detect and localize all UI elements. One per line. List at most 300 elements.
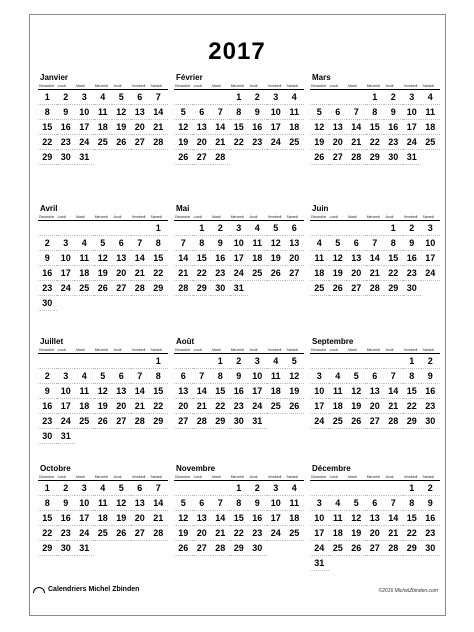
day-cell: 2 — [211, 221, 230, 236]
empty-day-cell — [347, 481, 366, 496]
day-cell: 2 — [57, 481, 76, 496]
weekday-header — [38, 214, 168, 220]
weekday-label: Dimanche — [311, 475, 327, 479]
day-cell: 25 — [94, 526, 113, 541]
day-cell: 28 — [131, 281, 150, 296]
day-cell: 13 — [112, 251, 131, 266]
day-cell: 27 — [112, 414, 131, 429]
day-cell: 23 — [57, 526, 76, 541]
weekday-label: Mardi — [76, 84, 85, 88]
month-name: Novembre — [176, 464, 216, 473]
day-cell: 17 — [403, 120, 422, 135]
weekday-label: Mercredi — [94, 215, 108, 219]
day-cell: 13 — [347, 251, 366, 266]
day-cell: 1 — [211, 354, 230, 369]
weekday-label: Dimanche — [39, 215, 55, 219]
day-cell: 15 — [403, 384, 422, 399]
day-cell: 14 — [174, 251, 193, 266]
empty-day-cell — [310, 481, 329, 496]
day-cell: 28 — [384, 541, 403, 556]
day-cell: 17 — [310, 399, 329, 414]
day-cell: 4 — [329, 369, 348, 384]
day-cell: 11 — [285, 105, 304, 120]
day-cell: 29 — [149, 414, 168, 429]
day-cell: 15 — [403, 511, 422, 526]
empty-day-cell — [193, 90, 212, 105]
day-cell: 19 — [174, 526, 193, 541]
day-cell: 11 — [421, 105, 440, 120]
empty-day-cell — [384, 354, 403, 369]
day-cell: 28 — [193, 414, 212, 429]
day-cell: 6 — [366, 369, 385, 384]
day-cell: 11 — [75, 251, 94, 266]
day-cell: 22 — [149, 399, 168, 414]
day-cell: 30 — [38, 429, 57, 444]
month-block — [310, 336, 440, 429]
day-cell: 9 — [211, 236, 230, 251]
day-cell: 17 — [75, 120, 94, 135]
day-cell: 2 — [421, 481, 440, 496]
day-cell: 15 — [149, 384, 168, 399]
day-cell: 11 — [94, 105, 113, 120]
weekday-label: Lundi — [57, 215, 66, 219]
day-cell: 1 — [403, 354, 422, 369]
day-cell: 9 — [384, 105, 403, 120]
weekday-label: Mardi — [348, 215, 357, 219]
day-cell: 3 — [230, 221, 249, 236]
day-cell: 15 — [384, 251, 403, 266]
day-cell: 21 — [131, 266, 150, 281]
day-cell: 20 — [131, 511, 150, 526]
empty-day-cell — [366, 354, 385, 369]
weekday-label: Samedi — [286, 215, 298, 219]
day-cell: 1 — [230, 90, 249, 105]
month-block — [38, 336, 168, 444]
day-cell: 29 — [384, 281, 403, 296]
day-cell: 3 — [75, 481, 94, 496]
day-cell: 3 — [310, 369, 329, 384]
day-cell: 22 — [193, 266, 212, 281]
day-cell: 3 — [267, 481, 286, 496]
weekday-label: Vendredi — [267, 215, 282, 219]
day-cell: 24 — [403, 135, 422, 150]
day-cell: 31 — [403, 150, 422, 165]
weekday-label: Mercredi — [230, 475, 244, 479]
day-cell: 3 — [267, 90, 286, 105]
day-cell: 17 — [57, 399, 76, 414]
day-cell: 14 — [131, 251, 150, 266]
day-cell: 15 — [211, 384, 230, 399]
day-cell: 26 — [329, 281, 348, 296]
day-cell: 3 — [403, 90, 422, 105]
day-cell: 20 — [347, 266, 366, 281]
day-cell: 14 — [193, 384, 212, 399]
day-cell: 30 — [57, 150, 76, 165]
day-cell: 16 — [248, 120, 267, 135]
day-cell: 25 — [329, 414, 348, 429]
weekday-label: Mardi — [348, 348, 357, 352]
day-cell: 19 — [329, 266, 348, 281]
day-cell: 19 — [347, 399, 366, 414]
day-cell: 30 — [403, 281, 422, 296]
day-cell: 17 — [267, 511, 286, 526]
day-cell: 23 — [38, 414, 57, 429]
day-cell: 15 — [149, 251, 168, 266]
day-cell: 26 — [347, 541, 366, 556]
day-cell: 21 — [384, 399, 403, 414]
day-cell: 22 — [38, 526, 57, 541]
day-cell: 30 — [248, 541, 267, 556]
day-cell: 6 — [329, 105, 348, 120]
weekday-label: Mercredi — [94, 348, 108, 352]
empty-day-cell — [347, 221, 366, 236]
day-cell: 21 — [174, 266, 193, 281]
day-cell: 13 — [193, 511, 212, 526]
weekday-label: Mercredi — [366, 215, 380, 219]
day-cell: 23 — [403, 266, 422, 281]
weekday-label: Jeudi — [113, 215, 122, 219]
weekday-header — [310, 474, 440, 480]
day-cell: 1 — [193, 221, 212, 236]
day-cell: 29 — [403, 414, 422, 429]
weekday-label: Mercredi — [366, 348, 380, 352]
day-cell: 5 — [112, 481, 131, 496]
day-cell: 23 — [230, 399, 249, 414]
day-cell: 16 — [384, 120, 403, 135]
empty-day-cell — [174, 481, 193, 496]
day-cell: 8 — [149, 236, 168, 251]
weekday-label: Lundi — [193, 348, 202, 352]
day-cell: 13 — [131, 496, 150, 511]
day-cell: 16 — [57, 511, 76, 526]
weekday-header — [310, 347, 440, 353]
day-cell: 10 — [421, 236, 440, 251]
weekday-label: Vendredi — [403, 475, 418, 479]
month-name: Juillet — [40, 337, 64, 346]
day-cell: 4 — [285, 481, 304, 496]
day-cell: 13 — [366, 384, 385, 399]
weekday-label: Mardi — [76, 348, 85, 352]
day-cell: 21 — [149, 120, 168, 135]
day-cell: 30 — [57, 541, 76, 556]
day-cell: 8 — [211, 369, 230, 384]
month-name: Mai — [176, 204, 190, 213]
day-cell: 26 — [174, 150, 193, 165]
day-cell: 16 — [421, 384, 440, 399]
day-cell: 27 — [131, 135, 150, 150]
day-cell: 8 — [193, 236, 212, 251]
day-cell: 27 — [131, 526, 150, 541]
weekday-header — [174, 347, 304, 353]
day-cell: 9 — [57, 105, 76, 120]
empty-day-cell — [310, 354, 329, 369]
day-cell: 2 — [38, 236, 57, 251]
day-cell: 14 — [384, 511, 403, 526]
weekday-label: Samedi — [286, 348, 298, 352]
day-cell: 28 — [174, 281, 193, 296]
day-cell: 21 — [149, 511, 168, 526]
month-block — [38, 203, 168, 311]
day-cell: 5 — [285, 354, 304, 369]
day-cell: 25 — [421, 135, 440, 150]
day-cell: 14 — [347, 120, 366, 135]
day-cell: 1 — [38, 481, 57, 496]
weekday-label: Lundi — [193, 475, 202, 479]
day-cell: 16 — [248, 511, 267, 526]
weekday-label: Vendredi — [131, 215, 146, 219]
day-cell: 24 — [75, 526, 94, 541]
day-cell: 24 — [230, 266, 249, 281]
day-grid — [174, 481, 304, 556]
weekday-label: Jeudi — [249, 348, 258, 352]
day-cell: 27 — [347, 281, 366, 296]
day-cell: 5 — [112, 90, 131, 105]
day-cell: 9 — [403, 236, 422, 251]
empty-day-cell — [174, 354, 193, 369]
weekday-label: Lundi — [193, 215, 202, 219]
day-cell: 9 — [421, 496, 440, 511]
day-cell: 12 — [310, 120, 329, 135]
day-cell: 11 — [285, 496, 304, 511]
day-cell: 1 — [38, 90, 57, 105]
month-block — [38, 463, 168, 556]
empty-day-cell — [347, 90, 366, 105]
day-cell: 30 — [421, 541, 440, 556]
day-cell: 22 — [403, 526, 422, 541]
day-cell: 9 — [230, 369, 249, 384]
day-cell: 14 — [131, 384, 150, 399]
day-cell: 23 — [211, 266, 230, 281]
day-cell: 23 — [421, 399, 440, 414]
day-cell: 13 — [131, 105, 150, 120]
day-cell: 22 — [149, 266, 168, 281]
empty-day-cell — [112, 354, 131, 369]
weekday-label: Mardi — [76, 475, 85, 479]
day-cell: 25 — [94, 135, 113, 150]
day-cell: 11 — [248, 236, 267, 251]
weekday-label: Samedi — [150, 475, 162, 479]
day-cell: 26 — [174, 541, 193, 556]
day-cell: 18 — [421, 120, 440, 135]
weekday-label: Jeudi — [385, 475, 394, 479]
day-cell: 16 — [38, 266, 57, 281]
day-cell: 24 — [267, 526, 286, 541]
day-cell: 19 — [94, 266, 113, 281]
weekday-label: Samedi — [150, 215, 162, 219]
weekday-label: Jeudi — [385, 348, 394, 352]
day-cell: 1 — [366, 90, 385, 105]
day-cell: 2 — [248, 90, 267, 105]
day-cell: 20 — [131, 120, 150, 135]
weekday-label: Samedi — [150, 348, 162, 352]
day-cell: 5 — [347, 369, 366, 384]
day-cell: 6 — [193, 105, 212, 120]
day-cell: 11 — [329, 384, 348, 399]
day-cell: 14 — [149, 105, 168, 120]
weekday-label: Vendredi — [403, 348, 418, 352]
day-cell: 23 — [248, 526, 267, 541]
day-cell: 10 — [403, 105, 422, 120]
weekday-header — [38, 474, 168, 480]
empty-day-cell — [174, 221, 193, 236]
day-cell: 17 — [230, 251, 249, 266]
day-cell: 13 — [285, 236, 304, 251]
day-cell: 15 — [38, 511, 57, 526]
weekday-label: Dimanche — [175, 84, 191, 88]
day-cell: 23 — [38, 281, 57, 296]
day-cell: 12 — [174, 120, 193, 135]
day-cell: 4 — [94, 481, 113, 496]
day-cell: 25 — [248, 266, 267, 281]
month-name: Septembre — [312, 337, 354, 346]
day-cell: 25 — [329, 541, 348, 556]
day-cell: 21 — [384, 526, 403, 541]
day-cell: 27 — [366, 414, 385, 429]
weekday-header — [310, 214, 440, 220]
day-cell: 5 — [94, 369, 113, 384]
empty-day-cell — [75, 221, 94, 236]
day-cell: 8 — [38, 105, 57, 120]
day-cell: 26 — [347, 414, 366, 429]
day-cell: 18 — [75, 399, 94, 414]
weekday-label: Mercredi — [230, 84, 244, 88]
month-name: Janvier — [40, 73, 69, 82]
day-cell: 19 — [267, 251, 286, 266]
day-cell: 10 — [230, 236, 249, 251]
day-cell: 7 — [131, 236, 150, 251]
day-cell: 24 — [248, 399, 267, 414]
brand-logo-icon — [33, 587, 45, 593]
day-cell: 7 — [193, 369, 212, 384]
day-grid — [174, 90, 304, 165]
day-cell: 19 — [94, 399, 113, 414]
day-cell: 17 — [421, 251, 440, 266]
day-cell: 7 — [384, 369, 403, 384]
day-cell: 26 — [310, 150, 329, 165]
day-cell: 7 — [174, 236, 193, 251]
weekday-label: Lundi — [329, 84, 338, 88]
day-cell: 14 — [149, 496, 168, 511]
empty-day-cell — [57, 354, 76, 369]
day-cell: 1 — [149, 221, 168, 236]
copyright: ©2016 MichelZbinden.com — [378, 588, 438, 594]
weekday-label: Jeudi — [385, 215, 394, 219]
day-cell: 21 — [211, 526, 230, 541]
day-cell: 20 — [193, 135, 212, 150]
day-cell: 3 — [57, 236, 76, 251]
day-cell: 7 — [384, 496, 403, 511]
day-cell: 27 — [174, 414, 193, 429]
day-cell: 5 — [329, 236, 348, 251]
day-cell: 19 — [347, 526, 366, 541]
day-cell: 5 — [267, 221, 286, 236]
year-title: 2017 — [208, 38, 266, 65]
day-cell: 12 — [347, 384, 366, 399]
day-cell: 24 — [75, 135, 94, 150]
day-grid — [38, 481, 168, 556]
empty-day-cell — [38, 221, 57, 236]
weekday-label: Mardi — [348, 475, 357, 479]
day-cell: 28 — [149, 526, 168, 541]
empty-day-cell — [131, 221, 150, 236]
weekday-label: Dimanche — [311, 84, 327, 88]
day-cell: 3 — [57, 369, 76, 384]
month-name: Août — [176, 337, 195, 346]
day-cell: 27 — [285, 266, 304, 281]
day-cell: 8 — [149, 369, 168, 384]
day-cell: 20 — [174, 399, 193, 414]
day-cell: 5 — [347, 496, 366, 511]
day-cell: 19 — [112, 120, 131, 135]
day-cell: 21 — [193, 399, 212, 414]
day-grid — [310, 90, 440, 165]
day-cell: 2 — [230, 354, 249, 369]
day-grid — [38, 221, 168, 311]
day-cell: 14 — [366, 251, 385, 266]
day-cell: 15 — [38, 120, 57, 135]
day-cell: 1 — [403, 481, 422, 496]
weekday-label: Lundi — [57, 348, 66, 352]
day-cell: 27 — [193, 541, 212, 556]
weekday-label: Lundi — [193, 84, 202, 88]
weekday-label: Jeudi — [249, 215, 258, 219]
footer-brand — [33, 586, 139, 593]
weekday-label: Samedi — [150, 84, 162, 88]
day-cell: 6 — [112, 369, 131, 384]
day-cell: 26 — [285, 399, 304, 414]
weekday-label: Mardi — [76, 215, 85, 219]
day-cell: 28 — [384, 414, 403, 429]
day-cell: 5 — [310, 105, 329, 120]
day-cell: 8 — [38, 496, 57, 511]
day-cell: 25 — [267, 399, 286, 414]
month-block — [174, 72, 304, 165]
month-block — [310, 72, 440, 165]
empty-day-cell — [94, 354, 113, 369]
empty-day-cell — [366, 481, 385, 496]
weekday-label: Vendredi — [267, 348, 282, 352]
day-cell: 10 — [267, 105, 286, 120]
day-cell: 4 — [248, 221, 267, 236]
day-cell: 18 — [94, 511, 113, 526]
day-cell: 8 — [230, 105, 249, 120]
weekday-label: Lundi — [329, 475, 338, 479]
day-cell: 28 — [366, 281, 385, 296]
empty-day-cell — [329, 221, 348, 236]
day-grid — [38, 90, 168, 165]
day-grid — [310, 354, 440, 429]
day-cell: 31 — [75, 150, 94, 165]
weekday-label: Jeudi — [113, 84, 122, 88]
weekday-label: Mercredi — [366, 84, 380, 88]
day-cell: 6 — [285, 221, 304, 236]
day-cell: 2 — [38, 369, 57, 384]
weekday-label: Vendredi — [403, 84, 418, 88]
weekday-header — [174, 474, 304, 480]
day-cell: 4 — [310, 236, 329, 251]
month-name: Mars — [312, 73, 331, 82]
day-cell: 22 — [230, 526, 249, 541]
weekday-label: Lundi — [329, 348, 338, 352]
weekday-header — [38, 347, 168, 353]
weekday-label: Vendredi — [131, 348, 146, 352]
day-cell: 31 — [75, 541, 94, 556]
day-cell: 16 — [403, 251, 422, 266]
day-cell: 4 — [94, 90, 113, 105]
day-cell: 25 — [310, 281, 329, 296]
day-cell: 23 — [248, 135, 267, 150]
day-cell: 26 — [94, 414, 113, 429]
